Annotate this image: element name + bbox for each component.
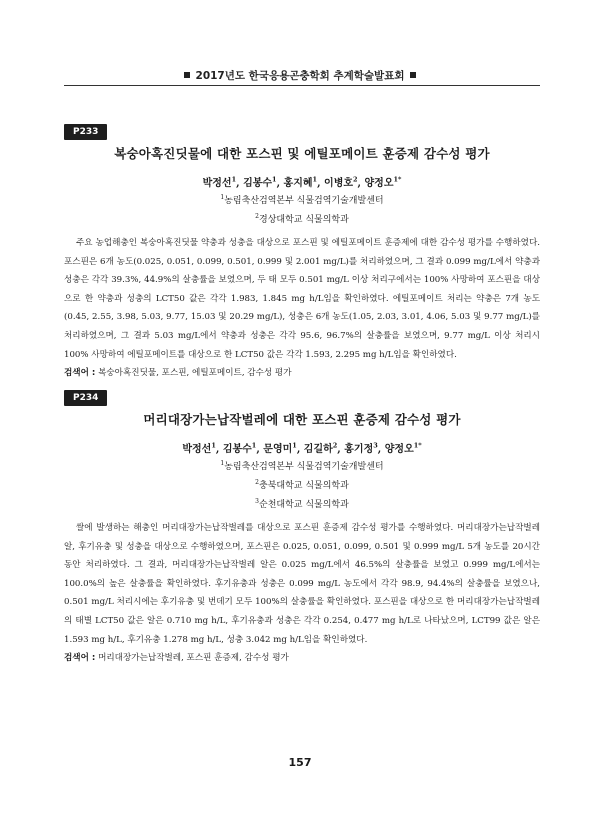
author: 김봉수: [222, 444, 252, 455]
abstract-tag: P234: [64, 390, 107, 406]
author: 홍기정: [344, 444, 374, 455]
affiliation: $^3$순천대학교 식물의학과: [255, 498, 349, 510]
affiliation: $^2$경상대학교 식물의학과: [255, 213, 349, 225]
author-list: 박정선$^1$, 김봉수$^1$, 홍지혜$^1$, 이병호$^2$, 양정오$^{1*}$: [202, 175, 402, 189]
abstract-title: 머리대장가는납작벌레에 대한 포스핀 훈증제 감수성 평가: [143, 412, 461, 427]
square-bullet-icon: [410, 72, 416, 78]
abstract-p233: [64, 119, 540, 378]
author: 양정오: [364, 178, 394, 189]
header-text: 2017년도 한국응용곤충학회 추계학술발표회: [195, 70, 405, 82]
affiliation: $^1$농림축산검역본부 식물검역기술개발센터: [220, 194, 384, 206]
affiliation: $^2$충북대학교 식물의학과: [255, 479, 349, 491]
author: 양정오: [384, 444, 414, 455]
author: 박정선: [182, 444, 212, 455]
square-bullet-icon: [184, 72, 190, 78]
keywords: [64, 651, 540, 663]
abstract-tag: P233: [64, 124, 107, 140]
author: 문영미: [263, 444, 293, 455]
abstract-title: 복숭아혹진딧물에 대한 포스핀 및 에틸포메이트 훈증제 감수성 평가: [114, 146, 490, 161]
header-rule: [64, 85, 540, 86]
affiliation: $^1$농림축산검역본부 식물검역기술개발센터: [220, 460, 384, 472]
abstract-p234: [64, 385, 540, 663]
author: 김길하: [303, 444, 333, 455]
keywords-label: 검색어 :: [64, 653, 96, 664]
keywords-text: 머리대장가는납작벌레, 포스핀 훈증제, 감수성 평가: [98, 653, 289, 664]
abstract-body: 쌀에 발생하는 해충인 머리대장가는납작벌레를 대상으로 포스핀 훈증제 감수성 평가를 수행하였다. 머리대장가는납작벌레 알, 후기유충 및 성충을 대상으로 수행하였으며, 포스핀은 0.025, 0.051, 0.099, 0.501 및 0.999 mg/L 5개 농도를 20시간 동안 처리하였다. 그 결과, 머리대장가는납작벌레 알은 0.025 mg/L에서 46.5%의 살충률을 보였고 0.999 mg/L에서는 100.0%의 높은 살충률을 확인하였다. 후기유충과 성충은 0.099 mg/L 농도에서 각각 98.9, 94.4%의 살충률을 보였으나, 0.501 mg/L 처리시에는 후기유충 및 번데기 모두 100%의 살충률을 확인하였다. 포스핀을 대상으로 한 머리대장가는납작벌레의 태별 LCT50 값은 알은 0.710 mg h/L, 후기유충과 성충은 각각 0.254, 0.477 mg h/L로 나타났으며, LCT99 값은 알은 1.593 mg h/L, 후기유충 1.278 mg h/L, 성충 3.042 mg h/L임을 확인하였다.: [64, 523, 540, 645]
author-list: 박정선$^1$, 김봉수$^1$, 문영미$^1$, 김길하$^2$, 홍기정$^3$, 양정오$^{1*}$: [182, 441, 422, 455]
author: 김봉수: [243, 178, 273, 189]
author: 이병호: [324, 178, 354, 189]
keywords-label: 검색어 :: [64, 368, 96, 379]
keywords-text: 복숭아혹진딧물, 포스핀, 에틸포메이트, 감수성 평가: [98, 368, 292, 379]
author: 홍지혜: [283, 178, 313, 189]
abstract-body: 주요 농업해충인 복숭아혹진딧물 약충과 성충을 대상으로 포스핀 및 에틸포메이트 훈증제에 대한 감수성 평가를 수행하였다. 포스핀은 6개 농도(0.025, 0.051, 0.099, 0.501, 0.999 및 2.001 mg/L)를 처리하였으며, 그 결과 0.099 mg/L에서 약충과 성충은 각각 39.3%, 44.9%의 살충률을 보였으며, 두 태 모두 0.501 mg/L 이상 처리구에서는 100% 사망하여 포스핀을 대상으로 한 약충과 성충의 LCT50 값은 각각 1.983, 1.845 mg h/L임을 확인하였다. 에틸포메이트 처리는 약충은 7개 농도(0.45, 2.55, 3.98, 5.03, 9.77, 15.03 및 20.29 mg/L), 성충은 6개 농도(1.05, 2.03, 3.01, 4.06, 5.03 및 9.77 mg/L)를 처리하였으며, 그 결과 5.03 mg/L에서 약충과 성충은 각각 95.6, 96.7%의 살충률을 보였으며, 9.77 mg/L 이상 처리시 100% 사망하여 에틸포메이트를 대상으로 한 LCT50 값은 각각 1.593, 2.295 mg h/L임을 확인하였다.: [64, 238, 540, 360]
keywords: [64, 366, 540, 378]
author: 박정선: [202, 178, 232, 189]
running-header: [0, 68, 600, 83]
page-number: 157: [288, 756, 312, 769]
